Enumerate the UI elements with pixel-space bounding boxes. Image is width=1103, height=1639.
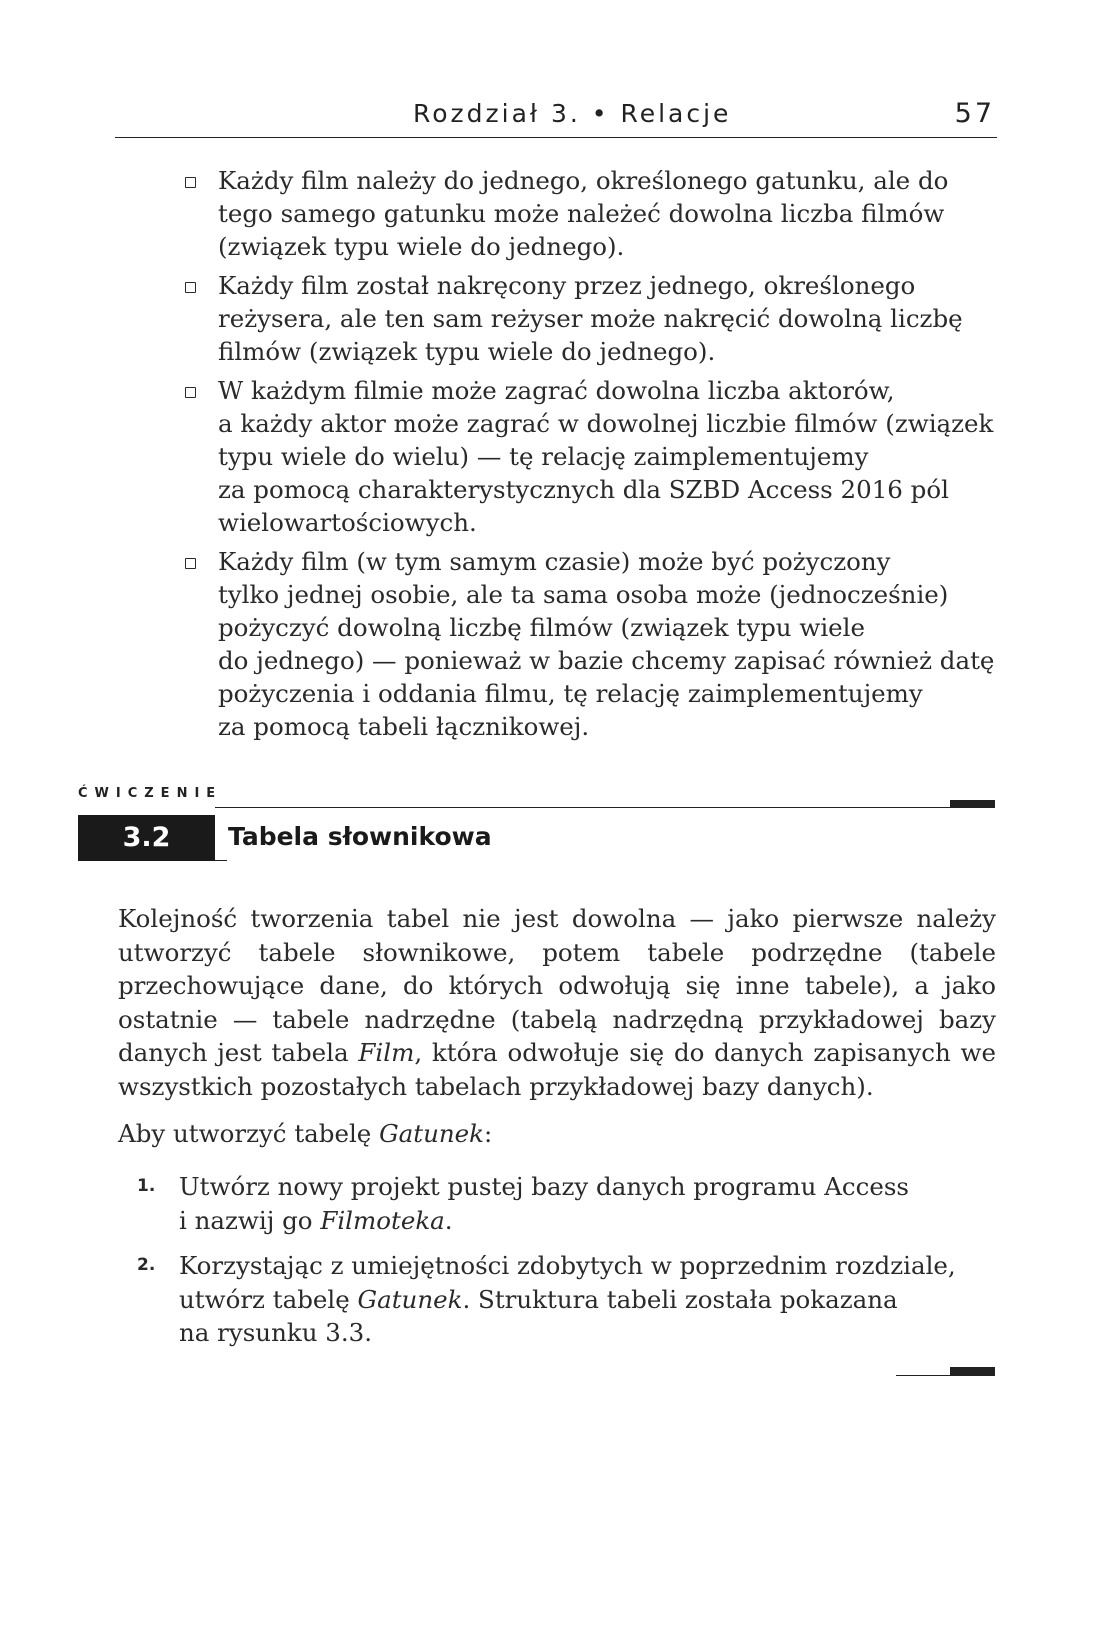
bullet-line: filmów (związek typu wiele do jednego).: [218, 337, 716, 366]
exercise-tab-marker: [950, 800, 995, 807]
body-paragraph: [118, 902, 996, 1103]
step-italic: Gatunek: [357, 1284, 463, 1314]
paragraph-italic: Film: [358, 1038, 415, 1067]
step-line: utwórz tabelę: [179, 1284, 358, 1314]
chapter-title: Rozdział 3. • Relacje: [413, 99, 732, 128]
bullet-line: Każdy film należy do jednego, określonego gatunku, ale do: [218, 166, 949, 195]
page-number: 57: [954, 98, 995, 129]
bullet-line: W każdym filmie może zagrać dowolna liczba aktorów,: [218, 376, 895, 405]
step-item: [118, 1170, 996, 1237]
page-header: [115, 97, 997, 138]
bullet-line: typu wiele do wielu) — tę relację zaimplementujemy: [218, 442, 869, 471]
bullet-line: za pomocą charakterystycznych dla SZBD Access 2016 pól: [218, 475, 949, 504]
paragraph-text: Kolejność tworzenia tabel nie jest dowolna — jako pierwsze należy utworzyć tabele słownikowe, potem tabele podrzędne (tabele przechowujące dane, do których odwołują się inne tabele), a jako ostatnie — tabele nadrzędne (tabelą nadrzędną przykładowej bazy danych jest tabela: [118, 904, 996, 1067]
paragraph-text-end: , która odwołuje się do danych zapisanych we wszystkich pozostałych tabelach przykładowej bazy danych).: [118, 1038, 996, 1101]
bullet-line: reżysera, ale ten sam reżyser może nakręcić dowolną liczbę: [218, 304, 963, 333]
bullet-line: (związek typu wiele do jednego).: [218, 232, 625, 261]
step-line: na rysunku 3.3.: [179, 1318, 373, 1347]
bullet-line: za pomocą tabeli łącznikowej.: [218, 712, 590, 741]
checkbox-bullet-icon: [185, 177, 196, 188]
exercise-number: 3.2: [78, 815, 215, 861]
step-item: [118, 1249, 996, 1350]
bullet-list: [185, 164, 1005, 749]
intro-text: Aby utworzyć tabelę: [118, 1119, 380, 1148]
exercise-label: ĆWICZENIE: [78, 786, 223, 801]
list-item: [185, 164, 1005, 263]
bullet-line: a każdy aktor może zagrać w dowolnej liczbie filmów (związek: [218, 409, 994, 438]
step-italic: Filmoteka: [320, 1205, 445, 1235]
exercise-end-marker: [950, 1367, 995, 1375]
bullet-line: tego samego gatunku może należeć dowolna liczba filmów: [218, 199, 945, 228]
step-line: Korzystając z umiejętności zdobytych w poprzednim rozdziale,: [179, 1251, 956, 1280]
step-line: i nazwij go: [179, 1205, 321, 1235]
checkbox-bullet-icon: [185, 387, 196, 398]
step-line: Utwórz nowy projekt pustej bazy danych programu Access: [179, 1172, 909, 1201]
step-line: . Struktura tabeli została pokazana: [462, 1284, 898, 1314]
bullet-line: wielowartościowych.: [218, 508, 477, 537]
exercise-title: Tabela słownikowa: [228, 822, 492, 851]
exercise-rule-bottom: [215, 860, 227, 861]
step-number: 2.: [137, 1255, 156, 1275]
bullet-line: pożyczenia i oddania filmu, tę relację zaimplementujemy: [218, 679, 923, 708]
list-item: [185, 374, 1005, 539]
bullet-line: Każdy film został nakręcony przez jednego, określonego: [218, 271, 916, 300]
exercise-end-rule: [896, 1375, 995, 1376]
steps-list: [118, 1170, 996, 1362]
checkbox-bullet-icon: [185, 558, 196, 569]
intro-end: :: [484, 1119, 493, 1148]
bullet-line: Każdy film (w tym samym czasie) może być pożyczony: [218, 547, 891, 576]
bullet-line: do jednego) — ponieważ w bazie chcemy zapisać również datę: [218, 646, 995, 675]
bullet-line: pożyczyć dowolną liczbę filmów (związek typu wiele: [218, 613, 866, 642]
intro-italic: Gatunek: [379, 1119, 485, 1148]
step-number: 1.: [137, 1176, 156, 1196]
exercise-rule: [215, 807, 995, 808]
bullet-line: tylko jednej osobie, ale ta sama osoba może (jednocześnie): [218, 580, 949, 609]
checkbox-bullet-icon: [185, 282, 196, 293]
intro-line: [118, 1117, 492, 1150]
list-item: [185, 269, 1005, 368]
list-item: [185, 545, 1005, 743]
step-line: .: [444, 1205, 453, 1235]
